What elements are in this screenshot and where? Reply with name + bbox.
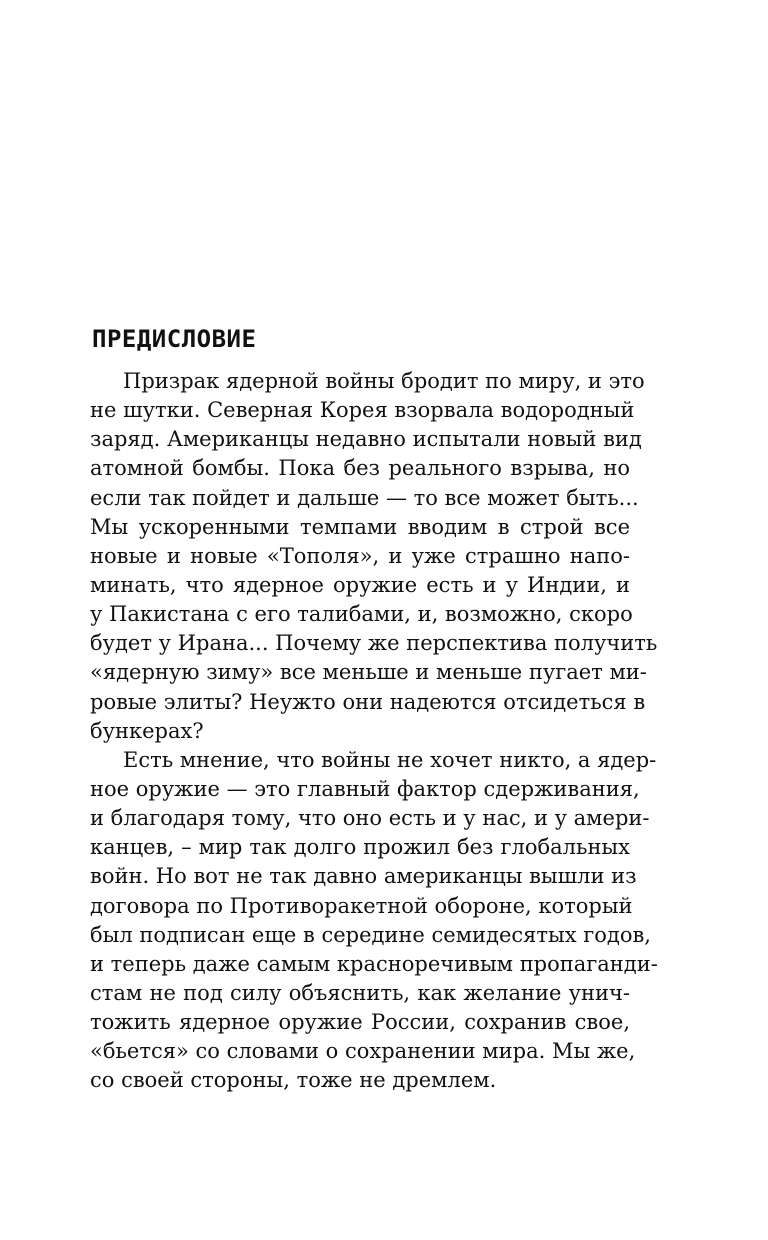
text-line: ровые элиты? Неужто они надеются отсидеться в	[90, 689, 646, 714]
text-line: «ядерную зиму» все меньше и меньше пугает ми-	[90, 660, 647, 685]
text-line: заряд. Американцы недавно испытали новый вид	[90, 427, 642, 452]
text-line: ное оружие — это главный фактор сдерживания,	[90, 776, 640, 801]
text-line: атомной бомбы. Пока без реального взрыва, но	[90, 456, 630, 481]
text-line: и благодаря тому, что оно есть и у нас, и у амери-	[90, 806, 650, 831]
text-line: у Пакистана с его талибами, и, возможно, скоро	[90, 602, 633, 627]
text-line: если так пойдет и дальше — то все может быть...	[90, 485, 639, 510]
text-line: договора по Противоракетной обороне, который	[90, 893, 633, 918]
text-line: бункерах?	[90, 718, 204, 743]
chapter-heading: ПРЕДИСЛОВИЕ	[92, 325, 257, 353]
text-line: войн. Но вот не так давно американцы вышли из	[90, 864, 637, 889]
text-line: будет у Ирана... Почему же перспектива получить	[90, 631, 658, 656]
text-line: «бьется» со словами о сохранении мира. Мы же,	[90, 1039, 636, 1064]
text-line: новые и новые «Тополя», и уже страшно напо-	[90, 543, 630, 568]
text-line: Есть мнение, что войны не хочет никто, а ядер-	[123, 747, 657, 772]
text-line: канцев, – мир так долго прожил без глобальных	[90, 835, 630, 860]
text-line: Призрак ядерной войны бродит по миру, и это	[123, 369, 645, 393]
paragraph-1	[90, 367, 658, 746]
text-line: стам не под силу объяснить, как желание унич-	[90, 980, 630, 1005]
text-line: не шутки. Северная Корея взорвала водородный	[90, 398, 635, 423]
text-line: тожить ядерное оружие России, сохранив свое,	[90, 1010, 630, 1035]
text-line: был подписан еще в середине семидесятых годов,	[90, 922, 651, 947]
paragraph-2	[90, 746, 658, 1096]
text-line: Мы ускоренными темпами вводим в строй все	[90, 514, 630, 539]
chapter-body	[90, 367, 658, 1096]
text-line: со своей стороны, тоже не дремлем.	[90, 1068, 497, 1093]
text-line: и теперь даже самым красноречивым пропаганди-	[90, 951, 658, 976]
text-line: минать, что ядерное оружие есть и у Индии, и	[90, 572, 630, 597]
